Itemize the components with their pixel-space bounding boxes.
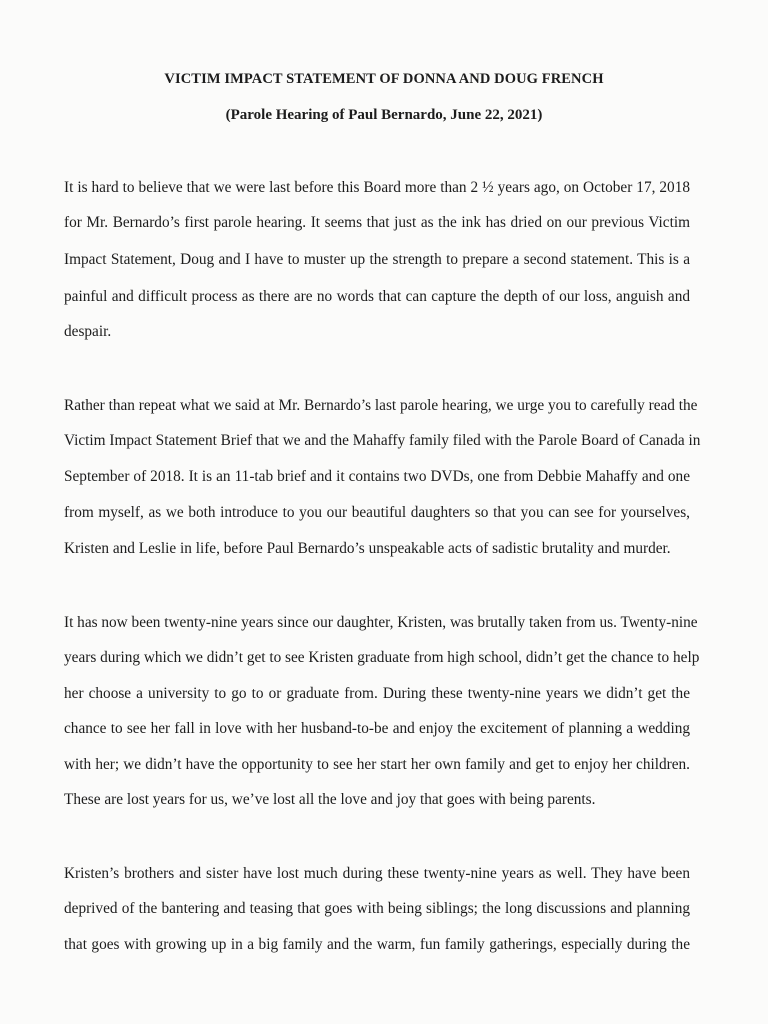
paragraph-line: Kristen’s brothers and sister have lost much during these twenty-nine years as well. They have been bbox=[64, 865, 690, 882]
document-title: VICTIM IMPACT STATEMENT OF DONNA AND DOUG FRENCH bbox=[164, 71, 604, 87]
paragraph-line: Victim Impact Statement Brief that we and the Mahaffy family filed with the Parole Board of Canada in bbox=[64, 432, 701, 449]
paragraph-line: that goes with growing up in a big family and the warm, fun family gatherings, especially during the bbox=[64, 936, 690, 953]
paragraph-line: It has now been twenty-nine years since our daughter, Kristen, was brutally taken from us. Twenty-nine bbox=[64, 614, 698, 631]
paragraph-line: for Mr. Bernardo’s first parole hearing. It seems that just as the ink has dried on our previous Victim bbox=[64, 214, 690, 231]
paragraph-line: from myself, as we both introduce to you our beautiful daughters so that you can see for yourselves, bbox=[64, 504, 690, 521]
paragraph-line: Kristen and Leslie in life, before Paul Bernardo’s unspeakable acts of sadistic brutality and murder. bbox=[64, 540, 671, 557]
paragraph-line: Impact Statement, Doug and I have to muster up the strength to prepare a second statement. This is a bbox=[64, 251, 690, 268]
paragraph-line: despair. bbox=[64, 323, 112, 340]
paragraph-line: her choose a university to go to or graduate from. During these twenty-nine years we didn’t get the bbox=[64, 685, 690, 702]
paragraph-line: It is hard to believe that we were last before this Board more than 2 ½ years ago, on October 17, 2018 bbox=[64, 179, 690, 196]
paragraph-line: years during which we didn’t get to see Kristen graduate from high school, didn’t get the chance to help bbox=[64, 649, 700, 666]
paragraph-line: painful and difficult process as there are no words that can capture the depth of our loss, anguish and bbox=[64, 288, 690, 305]
paragraph-line: deprived of the bantering and teasing that goes with being siblings; the long discussions and planning bbox=[64, 900, 690, 917]
document-subtitle: (Parole Hearing of Paul Bernardo, June 22, 2021) bbox=[225, 107, 543, 123]
paragraph-line: These are lost years for us, we’ve lost all the love and joy that goes with being parents. bbox=[64, 791, 596, 808]
paragraph-line: September of 2018. It is an 11-tab brief and it contains two DVDs, one from Debbie Mahaffy and one bbox=[64, 468, 690, 485]
paragraph-line: with her; we didn’t have the opportunity to see her start her own family and get to enjoy her children. bbox=[64, 756, 690, 773]
paragraph-line: chance to see her fall in love with her husband-to-be and enjoy the excitement of planning a wedding bbox=[64, 720, 690, 737]
paragraph-line: Rather than repeat what we said at Mr. Bernardo’s last parole hearing, we urge you to carefully read the bbox=[64, 397, 698, 414]
